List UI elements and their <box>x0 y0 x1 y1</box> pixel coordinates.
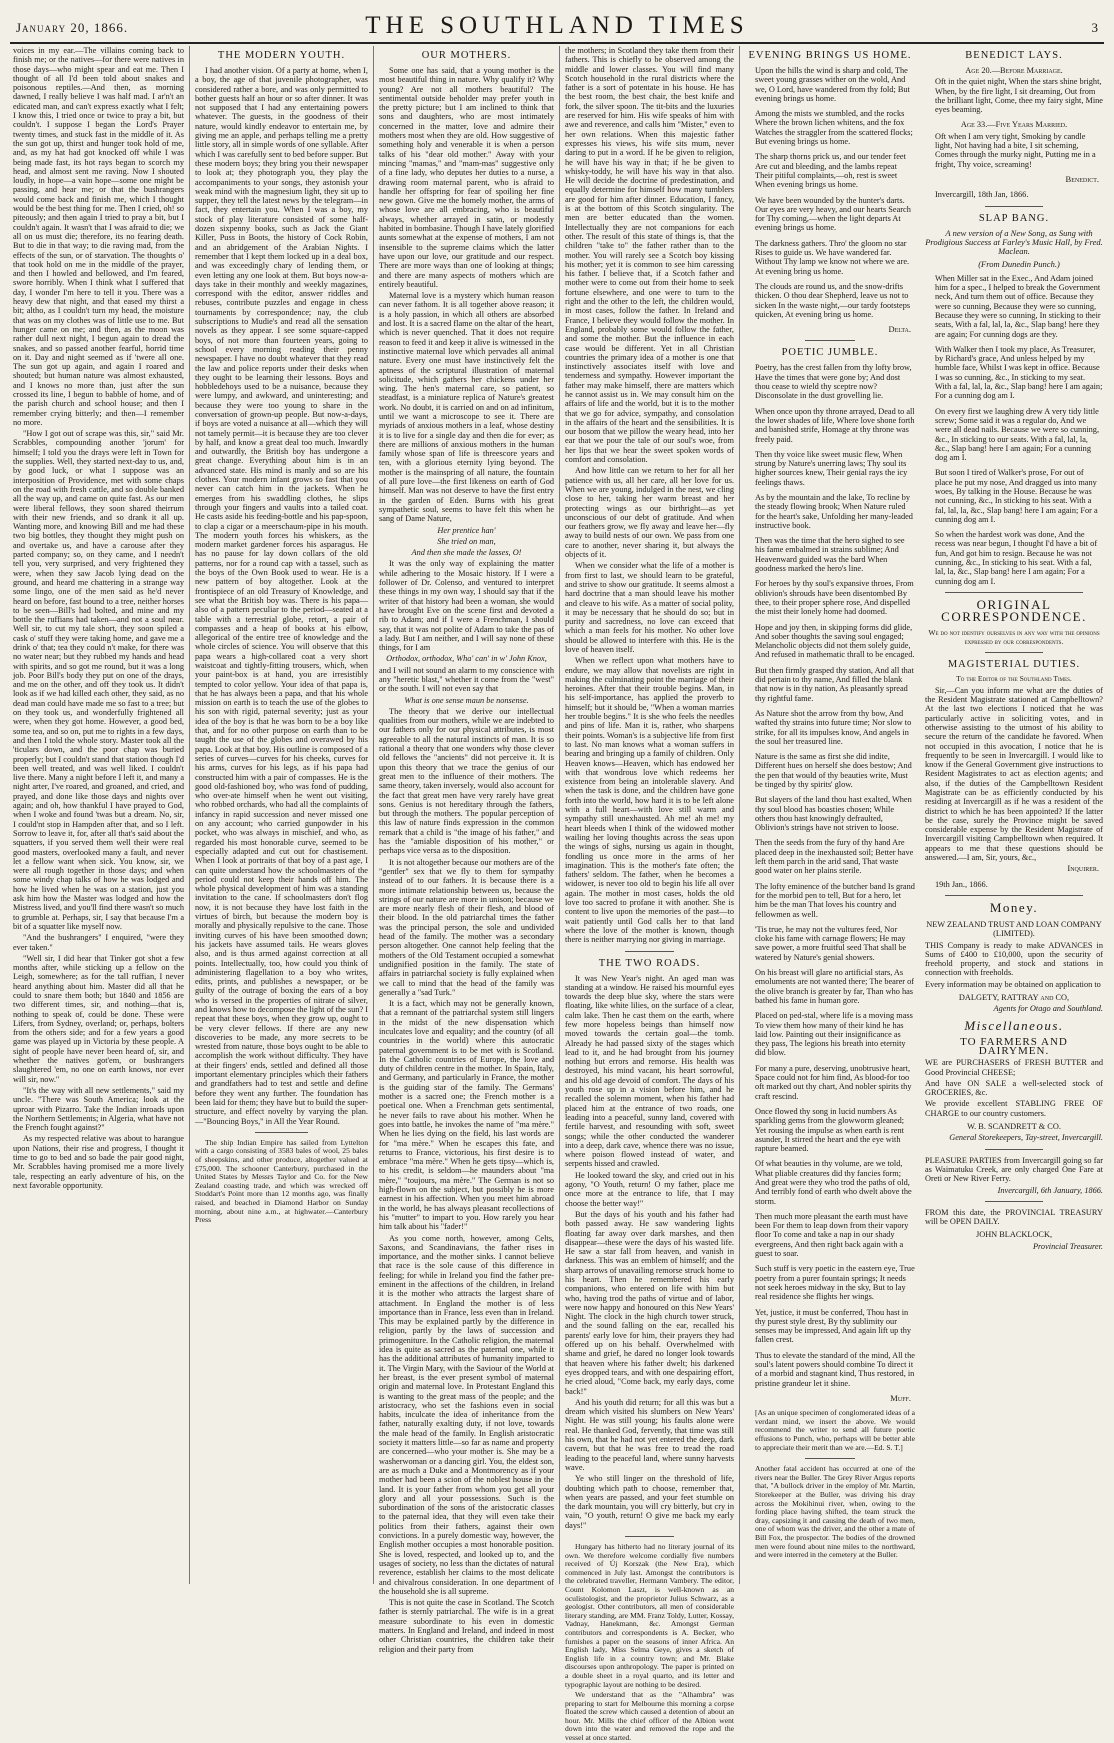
verse-line: She tried on man, <box>437 536 496 546</box>
verse-stanza: Then much more pleasant the earth must have been For them to leap down from their vapory floor To come and take a nap in our shady evergreens, And then right back again with a guest to soar. <box>755 1211 909 1259</box>
verse-stanza: Upon the hills the wind is sharp and cold, The sweet young grasses wither on the wold, And we, O Lord, have wandered from thy fold; But evening brings us home. <box>755 66 910 103</box>
story-paragraph: "It's the way with all new settlements," said my uncle. "There was South America; look at the uproar with Pizarro. Take the Indian inroads upon the Northern Settlements; in Algeria, what have not the French fought against?" <box>13 1085 184 1133</box>
verse-stanza: The sharp thorns prick us, and our tender feet Are cut and bleeding, and the lambs repeat Their pitiful complaints,—oh, rest is sweet When evening brings us home. <box>755 152 906 190</box>
ad-agent-role: Agents for Otago and Southland. <box>993 1004 1103 1014</box>
signature: Delta. <box>888 324 911 335</box>
verse-stanza: The clouds are round us, and the snow-drifts thicken. O thou dear Shepherd, leave us not to sicken In the waste night,—our tardy footsteps quicken, At evening bring us home. <box>755 281 911 319</box>
article-paragraph: Ye who still linger on the threshold of life, doubting which path to choose, remember that, when years are passed, and your feet stumble on the dark mountain, you will cry bitterly, but cry in vain, "O youth, return! O give me back my early days!" <box>565 1474 734 1530</box>
verse-stanza: But soon I tired of Walker's prose, For out of place he put my nose, And dragged us into many woes, By talking in the House. Because he was not cunning, &c., In sticking to his seat. With a fal, lal, la, &c., Slap bang! here I am again; For a cunning dog am I. <box>935 468 1098 524</box>
news-paragraph: We understand that as the "Alhambra" was preparing to start for Melbourne this morning a corpse floated the screw which caused a detention of about an hour. Mr. Mills the chief officer of the Albion went down into the water and removed the rope and the vessel at once started. <box>565 1690 734 1743</box>
column-1 <box>8 46 190 1584</box>
divider <box>985 1149 1043 1150</box>
story-paragraph: "How I got out of scrape was this, sir," said Mr. Scrabbles, compounding another 'jorum' for himself; I told you the drays were left in Town for the supplies. Well, they started next-day to us, and, by good luck, or what I suppose was an interposition of Providence, met with some chaps on the road with fresh cattle, and so double banked all the way up, and came on quite fast. As our men were liberal fellows, they soon shared theirrum with their new friends, and so drank it all up. Wanting more, and knowing Bill and me had these two big bottles, they thought they might push on and overtake us, and have a carouse after they parted company; so, on they came, and I needn't tell you, very surprised, and very frightened they were, when they saw Jacob lying dead on the ground, and heard me chattering in a strange way some lingo, one of the men said as he'd never heard on before, fast bound to a tree, neither horses to be seen—Bill's had bolted, and mine and my bottle the ruffians had taken—and not a soul near. Well sir, to cut my tale short, they soon spiled a cask o' stuff they were taking home, and gave me a drink o' that; tea they could n't make, for there was no water near; but they rubbed my hands and head with spirits, and so got me round, but it was a long job. Poor Bill's body they put on one of the drays, and me on the other, and off they took us. It didn't look as if we had killed each other, they said, as no dead man could have made me so fast to a tree; but on they took us, and wonderfully frightened all were, when they got home. However, a good bed, some tea, and so on, put me to rights in a few days, and then I told the whole story. Master took all the 'ticulars down, and the poor chap was buried properly; but I couldn't stand that station though I'd been well treated, and was well liked. I couldn't live there. Many a night before I left it, and many a night arter, I've roared, and groaned, and cried, and prayed, and done like those days and nights over again; and oh, how thankful I have prayed to God, when I woke and found 'twas but a dream. No, sir, I could'nt stop in Hampden after that, and so I left. Sorrow to leave it, for, after all that's said about the squatters, if you served them well their were real good masters, overlooked many a fault, and never let a fellow want when sick. You know, sir, we were all rough together in those days; and when some windy chap talks of how he was lodged and how he lived when he was on a station, just you ask him how the Master was lodged and how the Mistress lived, and you'll find there wasn't so much to grumble at. Perhaps, sir, I say that because I'm a bit of a squatter like myself now. <box>13 429 184 931</box>
ad-agent: DALGETY, RATTRAY and CO, <box>958 993 1070 1003</box>
article-paragraph: And his youth did return; for all this was but a dream which visited his slumbers on New Years' Night. He was still young; his faults alone were real. He thanked God, fervently, that time was still his own, that he had not yet entered the deep, dark cavern, but that he was free to tread the road leading to the peaceful land, where sunny harvests wave. <box>565 1397 734 1472</box>
column-3 <box>374 46 560 1654</box>
editor-note: [As an unique specimen of conglomerated ideas of a verdant mind, we insert the above. We would recommend the writer to send all future poetic effusions to Punch, who, perhaps will be better able to appreciate their merit than we are.—Ed. S. T.] <box>755 1408 915 1452</box>
article-paragraph: I had another vision. Of a party at home, when I, a boy, the age of that juvenile photographer, was considered rather a bore, and was only permitted to bother guests half an hour or so after dinner. It was not supposed that I had any entertaining powers whatever. The guests, in the goodness of their nature, would kindly endeavor to entertain me, by giving me an apple, and perhaps telling me a pretty little story, all in simple words of one syllable. After which I was carefully sent to bed before supper. But these modern boys; they bring you their newspaper to look at; they photograph you, they play the accompaniments to your songs, they astonish your weak mind with the magnesium light, they sit up to supper, they tell the latest news by the telegram—in fact, they entertain you. When I was a boy, my stock of play literature consisted of some half-dozen sixpenny books, such as Jack the Giant Killer, Puss in Boots, the history of Cock Robin, and an abridgement of the Arabian Nights. I remember that I kept them locked up in a deal box, and was exceedingly chary of lending them, or even letting any one look at them. But boys now-a-days take in their monthly and weekly magazines, correspond with the editor, answer riddles and rebuses, contribute puzzles and engage in chess tournaments by correspondence; nay, the club subscriptions to Mudie's and read all the sensation novels as they appear. I see some square-capped boys, of not more than fourteen years, going to school every morning reading their penny newspaper. I have no doubt whatever that they read the law and police reports under their desks when they ought to be learning their lessons. Boys and hobbledehoys used to be a nuisance, because they were lumpy, and awkward, and uninteresting; and because they were too young to share in the conversation of grown-up people. But now-a-days, if boys are voted a nuisance at all—which they will not tamely permit—it is because they are too clever by half, and know a great deal too much. Inwardly and outwardly, the British boy has undergone a great change. Everything about him is in an advanced state. His mind is manly and so are his clothes. Your modern infant grows so fast that you never can catch him in the jackets. When he emerges from his swaddling clothes, he slips through your fingers and vaults into a tailed coat. He casts aside his feeding-bottle and his pap-spoon, to clap a cigar or a meerschaum-pipe in his mouth. The modern youth forces his whiskers, as the modern market gardener forces his asparagus. He has no pause for lay down collars of the old patterns, nor for a round cap with a tassel, such as the boys of the Own Book used to wear. He is a new pattern of boy altogether. Look at the frontispiece of an old Treasury of Knowledge, and see what the British boy was. There is his papa—also of a pattern peculiar to the period—seated at a table with a terrestrial globe, retort, a pair of compasses and a heap of books at his elbow, allegorical of the entire tree of knowledge and the whole circles of science. You will observe that this papa wears a high-collared coat a very short waistcoat and tightly-fitting trousers, which, when your paint-box is at hand, you are irresistibly tempted to color yellow. Your idea of that papa is, that he has always been a papa, and that his whole mission on earth is to teach the use of the globes to his son with rigid, paternal severity; just as your idea of the boy is that he was born to be a boy like that, and for no other purpose on earth than to be taught the use of the globes and overawed by his papa. Look at that boy. His outline is composed of a series of curves—curves for his cheeks, curves for his arms, curves for his legs, as if his papa had constructed him with a pair of compasses. He is the good old-fashioned boy, who was fond of pudding, who over-ate himself when he went out visiting, who robbed orchards, who had all the complaints of infancy in rapid succession and never missed one on any account; who carried gunpowder in his pocket, who was always in mischief, and who, as regarded his most honorable curve, seemed to be especially adapted and cut out for chastisement. When I look at portraits of that boy of a past age, I can quite understand how the schoolmasters of the period could not keep their hands off him. The whole physical development of him was a standing invitation to the cane. If schoolmasters don't flog now, it is not because they have lost faith in the virtues of birch, but because the modern boy is morally and physically repulsive to the cane. Those inviting curves of his have been smoothed down; his jackets have assumed tails. He wears gloves also, and is thus armed against correction at all points. Intellectually, too, how could you think of administering flagellation to a boy who writes, edits, prints, and publishes a newspaper, or be guilty of the outrage of boxing the ears of a boy who is versed in the properties of nitrate of silver, and knows how to decompose the light of the sun? I repeat that these boys, when they grow up, ought to be very clever fellows. If there are any new discoveries to be made, any more secrets to be wrested from nature, those boys ought to be able to accomplish the work without difficulty. They have at their fingers' ends, settled and defined all those important elementary principles which their fathers and grandfathers had to test and settle and define before they went any further. The foundation has been laid for them; they have but to build the super-structure, and effect novelty by varying the plan.—"Bouncing Boys," in All the Year Round. <box>195 66 368 1126</box>
verse-stanza: So when the hardest work was done, And the recess was near begun, I thought I'd have a bit of fun, And got him to resign. Because he was not cunning, &c., In sticking to his seat. With a fal, lal, la, &c., Slap bang! here I am again; For a cunning dog am I. <box>935 530 1098 586</box>
ad-signature: W. B. SCANDRETT & CO. <box>967 1122 1061 1132</box>
article-paragraph: It is not altogether because our mothers are of the "gentler" sex that we fly to them for sympathy instead of to our fathers. It is because there is a more intimate relationship between us, because the strings of our nature are more in unison; because we are more nearly flesh of their flesh, and blood of their blood. In the old patriarchal times the father was the principal person, the sole and undivided head of the family. The mother was a secondary person altogether. One cannot help feeling that the mothers of the Old Testament occupied a somewhat undignified position in the family. The state of affairs in patriarchal society is fully explained when we call to mind that the head of the family was generally a "sad Turk." <box>379 857 554 997</box>
verse-stanza: Such stuff is very poetic in the eastern eye, True poetry from a purer fountain springs; It needs not seek heroes midway in the sky, But to lay real residence she flights her wings. <box>755 1264 915 1302</box>
article-paragraph: But the days of his youth and his father had both passed away. He saw wandering lights floating far away over dark marshes, and then disappear—these were the days of his wasted life. He saw a star fall from heaven, and vanish in darkness. This was an emblem of himself; and the sharp arrows of unavailing remorse struck home to his heart. Then he remembered his early companions, who entered on life with him but who, having trod the paths of virtue and of labor, were now happy and honoured on this New Years' Night. The clock in the high church tower struck, and the sound falling on the ear, recalled his parents' early love for him, their prayers they had offered up on his behalf. Overwhelmed with shame and grief, he dared no longer look towards that heaven where his father dwelt; his darkened eyes dropped tears, and with one despairing effort, he cried aloud, "Come back, my early days, come back!" <box>565 1209 734 1396</box>
verse-stanza: On his breast will glare no artificial stars, As emoluments are not wanted there; The bearer of the olive branch is greater by far, Than who has bathed his fame in human gore. <box>755 968 915 1005</box>
shipping-news: The ship Indian Empire has sailed from Lyttelton with a cargo consisting of 3583 bales of wool, 25 bales of sheepskins, and other produce, altogether valued at £75,000. The schooner Canterbury, purchased in the United States by Messrs Taylor and Co. for the New Zealand coasting trade, and which was wrecked off Stoddart's Point more than 12 months ago, was finally raised, and beached in Diamond Harbor on Sunday morning, about nine a.m., at highwater.—Canterbury Press <box>195 1137 368 1225</box>
section-heading: ORIGINAL CORRESPONDENCE. <box>941 596 1087 624</box>
signature: Benedict. <box>1065 173 1099 184</box>
verse-stanza: As Nature shot the arrow from thy bow, And wafted thy strains into future time; Nor slow to strike, for all its impulses know, And angels in the soul her treasured line. <box>755 708 912 746</box>
divider <box>255 1132 308 1133</box>
divider <box>985 206 1043 207</box>
verse-stanza: For many a pure, deserving, unobtrusive heart, Space could not for him find, As blood-for too oft marked out thy chart, And nobler spirits thy craft rescind. <box>755 1063 912 1101</box>
article-heading: THE TWO ROADS. <box>598 957 701 969</box>
ad-heading: TO FARMERS AND DAIRYMEN. <box>960 1035 1068 1057</box>
ad-signature-role: Provincial Treasurer. <box>1032 1241 1103 1251</box>
masthead <box>10 8 1104 44</box>
article-paragraph: Some one has said, that a young mother is the most beautiful thing in nature. Why qualify it? Why young? Are not all mothers beautiful? The sentimental outside beholder may prefer youth in the pretty picture; but I am inclined to think that sons and daughters, who are most intimately concerned in the matter, love and admire their mothers most when they are old. How suggestive of something holy and venerable it is when a person talks of his "dear old mother." Away with your mincing "mamas," and "mam-mas" suggestive only of a fine lady, who deputes her duties to a nurse, a drawing room maternal parent, who is afraid to handle her offspring for fear of spoiling her fine new gown. Give me the homely mother, the arms of whose love are all embracing, who is beautiful always, whether arrayed in satin, or modestly habited in bombasine. Though I have lately glorified aunts somewhat at the expense of mothers, I am not insensible to the supreme claims which the latter have upon our love, our gratitude and our respect. There are more ways than one of looking at things; and there are many aspects of mothers which are entirely beautiful. <box>379 66 554 289</box>
article-paragraph: the mothers; in Scotland they take them from their fathers. This is chiefly to be observed among the middle and lower classes. You will find many Scotch household in the rural districts where the father is a sort of potentate in his house. He has the best room, the best chair, the best knife and fork, the silver spoon. The tit-bits and the luxuries are reserved for him. His wife speaks of him with awe and reverence, and calls him "Mister," even to her own relations. When this majestic father expresses his views, his wife sits mum, never daring to put in a word. If he be given to religion, he will have his way in that; if he be given to whisky-toddy, he will have his way in that also. He will decide the doctrine of predestination, and equally determine for himself how many tumblers are good for him after dinner. Education, I fancy, is at the bottom of this Scotch singularity. The men are better educated than the women. Intellectually they are not companions for each other. The result of this state of things is, that the children "take to" the father rather than to the mother. You will rarely see a Scotch boy kissing his mother; yet it is common to see him caressing his father. I believe that, if a Scotch father and mother were to come out from their home to seek fortune elsewhere, and one were to turn to the right and the other to the left, the children would, in most cases, follow the father. In Ireland and France, I believe they would follow the mother. In England, probably some would follow the father, and some the mother. But the influence in each case would be different. Yet in all Christian countries the primary idea of a mother is one that instinctively associates itself with love and tenderness and sympathy. However important the father may make himself, there are matters which he cannot assist us in. We may consult him on the affairs of life and the world, but it is to the mother that we go for advice, sympathy, and consolation in the affairs of the heart and the sensibilities. It is our bosom that we pillow the weary head, into her ear that we pour the tale of our soul's woe, from her lips that we hear the sweet spoken words of comfort and consolation. <box>565 46 734 465</box>
verse-stanza: We have been wounded by the hunter's darts. Our eyes are very heavy, and our hearts Search for Thy coming,—when the light departs At evening brings us home. <box>755 195 911 233</box>
article-paragraph: It was New Year's night. An aged man was standing at a window. He raised his mournful eyes towards the deep blue sky, where the stars were floating, like white lilies, on the surface of a clear, calm lake. Then he cast them on the earth, where few more hopeless beings than himself now moved towards the certain goal—the tomb. Already he had passed sixty of the stages which lead to it, and he had brought from his journey nothing but errors and remorse. His health was destroyed, his mind vacant, his heart sorrowful, and his old age devoid of comfort. The days of his youth rose up in a vision before him, and he recalled the solemn moment, when his father had placed him at the entrance of two roads, one leading into a peaceful, sunny land, covered with fertile harvest, and resounding with soft, sweet songs; while the other conducted the wanderer into a deep, dark cave, whence there was no issue, where poison flowed instead of water, and serpents hissed and crawled. <box>565 973 734 1169</box>
article-heading: BENEDICT LAYS. <box>965 50 1063 61</box>
article-paragraph: It is a fact, which may not be generally known, that a remnant of the patriarchal system still lingers in the midst of the new dispensation which inculcates love and equality; and the country (of all countries in the world) where this autocratic paternal government is to be met with is Scotland. In the Catholic countries of Europe, the love and duty of children centre in the mother. In Spain, Italy, and Germany, and particularly in France, the mother is the guiding star of the family. The Germans' mother is a sacred one; the French mother is a poetical one. When a Frenchman gets sentimental, he never fails to rave about his mother. When he goes into battle, he invokes the name of "ma mère." When he lies dying on the field, his last words are for "ma mère." When he escapes this fate, and returns to France, victorious, his first desire is to embrace "ma mère." When he gets tipsy—which is, to his credit, is seldom—he maunders about "ma mère," "toujours, ma mère." The German is not so high-flown on the subject, but possibly he is more earnest in his affection. When you meet him abroad in the world, he has always pleasant recollections of his "mutter" to impart to you. How rarely you hear him talk about his "fader!" <box>379 999 554 1232</box>
verse-stanza: With Walker then I took my place, As Treasurer, by Richard's grace, And unless helped by my humble face, Whilst I was kept in office. Because I was so cunning, &c., In sticking to my seat. With a fal, lal, la, &c., Slap bang! here I am again; For a cunning dog am I. <box>935 344 1103 401</box>
article-paragraph: As you come north, however, among Celts, Saxons, and Scandinavians, the father rises in importance, and the mother sinks. I cannot believe that race is the sole cause of this difference in feeling; for while in Ireland you find the father pre-eminent in the affections of the children, in Ireland it is the mother who attracts the largest share of attachment. In England the mother is of less importance than in France, less even than in Ireland. This may be explained partly by the difference in religion, partly by the laws of succession and primogeniture. In the Catholic religion, the maternal idea is quite as sacred as the paternal one, while it has the additional attributes of humanity imparted to it. The Virgin Mary, with the Saviour of the World at her breast, is the ever present symbol of maternal origin and maternal love. In Protestant England this is wanting to the great mass of the people; and the aristocracy, who set the fashions even in social habits, inculcate the idea of inheritance from the father, naturally exalting duty, if not love, towards the male head of the family. In English aristocratic society it matters little—so far as name and property are concerned—who your mother is. She may be a washerwoman or a dancing girl. You, the eldest son, are as much a Duke and a Montmorency as if your mother had been a scion of the noblest house in the land. It is your father from whom you get all your glory and all your possessions. Such is the subordination of the sons of the aristocratic classes to the paternal idea, that they will even take their politics from their fathers, against their own convictions. In a purely domestic way, however, the English mother occupies a most honorable position. She is loved, respected, and looked up to, and the usages of society, no less than the dictates of natural reverence, establish her claims to the most delicate and chivalrous consideration. In one department of the household she is all supreme. <box>379 1233 554 1596</box>
verse-stanza: Oft in the quiet night, When the stars shine bright, When, by the fire light, I sit dreaming, Out from the brilliant light, Come, thee my fairy sight, Mine eyes beaming. <box>935 77 1103 115</box>
verse-stanza: Then thy voice like sweet music flew, When strung by Nature's unerring laws; Thy soul its higher sources knew, Their genial rays the icy feelings thaws. <box>755 449 908 487</box>
divider <box>945 895 1083 896</box>
dateline: Invercargill, 18th Jan, 1866. <box>935 190 1029 200</box>
article-paragraph: The theory that we derive our intellectual qualities from our mothers, while we are indebted to our fathers only for our physical attributes, is most agreeable to all the natural instincts of man. It is so rational a theory that one wonders why those clever old fellows the "ancients" did not perceive it. It is upon this theory that we trace the genius of our great men to the influence of their mothers. The same theory, taken inversely, would also account for the fact that great men have very rarely have great sons. Genius is not hereditary through the fathers, but through the mothers. The popular perception of this law of nature finds expression in the common remark that a child is "the image of his father," and has the "amiable disposition of his mother," or perhaps vice versa as to the disposition. <box>379 706 554 856</box>
letter-address: To the Editor of the Southland Times. <box>956 674 1072 684</box>
verse-stanza: Once flowed thy song in lucid numbers As sparkling gems from the glowworm gleaned; Yet rousing the impulse as when earth is rent asunder, It stirred the heart and the eye with rapture beamed. <box>755 1106 905 1154</box>
divider <box>805 340 855 341</box>
ad-text: PLEASURE PARTIES from Invercargill going so far as Waimatuku Creek, are only charged One Fare at Oreti or New River Ferry. <box>925 1155 1103 1184</box>
divider <box>625 951 674 952</box>
article-paragraph: It was the only way of explaining the matter while adhering to the Mosaic history. If I were a follower of Dr. Colenso, and ventured to interpret these things in my own way, I should say that if the writer of that history had been a woman, she would have brought Eve on the scene first and devoted a rib to Adam; and if I were a Frenchman, I should say, that it was not polite of Adam to take the pas of a lady. But I am neither, and I will say none of these things, for I am <box>379 559 554 653</box>
song-source: (From Dunedin Punch.) <box>978 259 1060 270</box>
poem-heading: EVENING BRINGS US HOME. <box>748 50 912 61</box>
poem-heading: POETIC JUMBLE. <box>781 347 879 359</box>
article-paragraph: When we consider what the life of a mother is from first to last, we should learn to be grateful, and strive to show our gratitude. It seems almost a hard doctrine that a man should leave his mother and cleave to his wife. As a matter of social polity, it may be necessary that he should do so; but in purity and sacredness, no love can exceed that which a man feels for his mother. No other love should be allowed to interfere with this. He is the love of heaven itself. <box>565 561 734 654</box>
signature: Muff. <box>890 1392 911 1403</box>
article-paragraph: And how little can we return to her for all her patience with us, all her care, all her love for us. When we are young, indulged in the nest, we cling close to her, taking her warm breast and her protecting wings as our birthright—as yet unconscious of our debt of gratitude. And when our feathers grow, we fly away and leave her—fly away to build nests of our own. We pass from one care to another, never sharing it, but always the objects of it. <box>565 466 734 560</box>
verse-stanza: Oft when I am very tight, Smoking by candle light, Not having had a bite, I sit scheming, Comes through the murky night, Putting me in a fright, Thy voice, screaming! <box>935 131 1096 169</box>
ad-text: Every information may be obtained on application to <box>925 979 1101 989</box>
news-paragraph: Hungary has hitherto had no literary journal of its own. We therefore welcome cordially five numbers received of Új Korszak (the New Era), which commenced in July last. Amongst the contributors is the celebrated traveller, Hermann Vambery. The editor, Count Kolomon Laszt, is well-known as an oculistologist, and the proprietor Julius Schwarz, as a geologist. Other contributors, all men of considerable literary standing, are MM. Franz Toldy, Lutter, Kossay, Vadnay, Hanekmann, &c. Amongst German contributors and correspondents is A. Becker, who furnishes a paper on the seasons of inner Africa. An English lady, Miss Selma Geye, gives a sketch of English life in a country town; and Mr. Blake discourses upon anthropology. The paper is printed on a double sheet in a royal quarto, and its letter and typographic layout are nothing to be desired. <box>565 1542 734 1689</box>
verse-stanza: Of what beauties in thy volume, are we told, What pliable creatures did thy fancies form; And great were they who trod the paths of old, And terribly fond of earth who dwelt above the storm. <box>755 1159 912 1206</box>
verse-stanza: Placed on ped-stal, where life is a moving mass To view them how many of their kind he has laid low. Painting out their insignificance as they pass, The legions his breath into eternity did blow. <box>755 1011 913 1058</box>
verse-stanza: But slayers of the land thou hast exalted, When thy soul blood has boasties chosen; While others thou hast knowingly defraulted, Oblivion's strings have not striven to loose. <box>755 795 912 833</box>
ad-text: FROM this date, the PROVINCIAL TREASURY will be OPEN DAILY. <box>925 1207 1103 1227</box>
signature: Inquirer. <box>1067 863 1099 874</box>
article-paragraph: This is not quite the case in Scotland. The Scotch father is sternly patriarchal. The wife is in a great measure subordinate to his even in domestic matters. In England and Ireland, and indeed in most other Christian countries, the children take their religion and their party from <box>379 1598 554 1654</box>
section-heading: Money. <box>989 899 1039 915</box>
ad-text: We provide excellent STABLING FREE OF CHARGE to our country customers. <box>925 1099 1103 1118</box>
article-paragraph: He looked toward the sky, and cried out in his agony, "O Youth, return! O my father, place me once more at the entrance to life, that I may choose the better way!" <box>565 1170 734 1208</box>
article-paragraph: Maternal love is a mystery which human reason can never fathom. It is all together above reason; it is a holy passion, in which all others are absorbed and lost. It is a sacred flame on the altar of the heart, which is never quenched. That it does not require reason to feed it and keep it alive is witnessed in the instinctive maternal love which pervades all animal nature. Every one must have instinctively felt the aptness of the scriptural illustration of maternal solicitude, which gathers her chickens under her wing. The hen's maternal care, so patient, so steadfast, is a miniature replica of Nature's greatest work. No doubt, it is carried on and on ad infinitum, until we want a microscope to see it. There are myriads of anxious mothers in a leaf, whose destiny it is to live for a single day and then die for ever; as there are millions of anxious mothers in the human family whose span of life is threescore years and ten, with a glorious eternity lying beyond. The mother is the mainspring of all nature, the fountain of all pure love—the first likeness on earth of God himself. Man was not deserve to have the first entry in the garden of Eden. Burns with his great sympathetic soul, seems to have felt this when he sang of Dame Nature, <box>379 291 554 524</box>
letter-body: Sir,—Can you inform me what are the duties of the Resident Magistrate stationed at Campbelltown? At the last two elections I noticed that he was particularly active in soliciting votes, and in otherwise assisting to the utmost of his ability to secure the return of the candidate he favored. When not occupied in this avocation, I notice that he is frequently to be seen in Invercargill. I would like to know if the General Government give instructions to Resident Magistrates to act as election agents; and also, if the duties of the Campbelltown Resident Magistrate can be as efficiently conducted by his residing at Invercargill as if he was a resident of the district to which he has been appointed? If the latter be the case, surely the Province might be saved considerable expense by the Resident Magistrate of Invercargill visiting Campbelltown when required. It appears to me that these questions should be answered.—I am, Sir, yours, &c., <box>925 685 1103 863</box>
article-heading: THE MODERN YOUTH. <box>217 50 346 61</box>
verse-stanza: Nature is the same as first she did indite, Different hues on herself she does bestow; And the pen that would of thy beauties write, Must be tinged by thy spirits' glow. <box>755 752 912 789</box>
verse-stanza: Then the seeds from the fury of thy hand Are placed deep in the inexhausted soil; Better have left them parch in the arid sand, That waste good water on her plains sterile. <box>755 838 914 876</box>
ad-text: And have ON SALE a well-selected stock of GROCERIES, &c. <box>925 1078 1103 1098</box>
verse-stanza: The darkness gathers. Thro' the gloom no star Rises to guide us. We have wandered far. Without Thy lamp we know not where we are. At evening bring us home. <box>755 238 910 276</box>
column-6 <box>920 46 1108 1584</box>
page-number: 3 <box>1091 20 1098 35</box>
song-subtitle: A new version of a New Song, as Sung with Prodigious Success at Farley's Music Hall, by Fred. Maclean. <box>925 227 1103 257</box>
verse-line: What is one sense maun be nonsense. <box>404 695 529 705</box>
verse-stanza: On every first we laughing drew A very tidy little screw; Some said it was a regular do, And we were all dead nails. Because we were so cunning, &c., In sticking to our seats. With a fal, lal, la, &c., Slap bang! here I am again; For a cunning dog am I. <box>935 406 1100 463</box>
verse-stanza: When once upon thy throne arrayed, Dead to all the lower shades of life, Where love shone forth and banished strife, Homage at thy throne was freely paid. <box>755 406 915 444</box>
dateline: 19th Jan., 1866. <box>935 879 988 889</box>
divider <box>945 592 1083 593</box>
disclaimer: We do not identify ourselves in any way with the opinions expressed by our correspondents. <box>928 627 1100 646</box>
news-paragraph: Another fatal accident has occurred at one of the rivers near the Buller. The Grey River Argus reports that, "A bullock driver in the employ of Mr. Martin, Storekeeper at the Buller, was driving his dray across the Mokihinui river, when, owing to the fording place having shifted, the team struck the dray, capsizing it and causing the death of two men, one of whom was the driver, and the other a mate of Bill Fox, the prospector. The bodies of the drowned men were found about nine miles to the northward, and were interred in the cemetery at the Buller. <box>755 1464 915 1560</box>
newspaper-title: THE SOUTHLAND TIMES <box>365 12 749 39</box>
article-heading: SLAP BANG. <box>978 212 1050 224</box>
story-paragraph: "Well sir, I did hear that Tinker got shot a few months after, while sticking up a fellow on the Leigh, somewhere; as for the tall ruffian, I never heard anything about him. Master did all that he could to snare them both; but 1840 and 1856 are two different times, sir, and nothing—that is, nothing to speak of, could be done. These were Lifers, from Sydney, overland; or, perhaps, bolters from the others side; and for a few years a good game was played up in Victoria by these people. A sight of people have never been heard of, sir, and whether the natives got'em, or bushrangers slaughtered 'em, no one on earth knows, nor ever will sir, now." <box>13 953 184 1084</box>
article-heading: OUR MOTHERS. <box>421 50 512 61</box>
divider <box>805 1458 855 1459</box>
divider <box>625 1536 674 1537</box>
story-paragraph: voices in my ear.—The villains coming back to finish me; or the natives—for there were natives in those days—who might spear and eat me. Then I thought of all I'd been told about snakes and poisonous reptiles.—And then, as morning dawned, I really believe I was half mad. I ar'n't an edicated man, and can't express exactly what I felt; I know this, I tried once or twice to pray a bit, but couldn't. I suppose I began the Lord's Prayer twenty times, and stuck fast in the middle of it. As the sun got up, thirst and hunger took hold of me, and, as my hat had got knocked off while I was being made fast, its hot rays began to scorch my head, and almost sent me raving. Now I shouted loudly, in hope—a vain hope—some one might be passing, and hear me; or that the bushrangers would come back and finish me, which I thought would be the best thing for me. Then I cried, oh! so piteously; and then again I tried to pray a bit, but I couldn't again. It wasn't that I was afraid to die; we all on us must die; therefore, its no fearing death. But to die in that way; to die raving mad, from the effects of the sun, or of starvation. The thoughts o' that took hold on me in the middle of the prayer, and then I howled and bellowed, and I'm feared, swore horribly. When I think what I suffered that day, I wonder I'm here to tell it you. There was a heavy dew that night, and that eased my thirst a bit; altho, as I couldn't turn my head, the moisture that was on my clothes was of little use to me. But hunger came on me; and then, as the moon was rather dull next night, I begun again to dread the snakes, and so passed another fearful, horrid time on it. Day and night seemed as if 'twere all one. The sun got up again, and again I roared and shouted; but human nature was almost exhausted, and I knows no more than, just after the sun crossed its line, I begun to babble of home, and of the parish church and school house; and then I remember crying bitterly; and then—I remember no more. <box>13 46 184 427</box>
issue-date: January 20, 1866. <box>16 20 129 35</box>
article-paragraph: When we reflect upon what mothers have to endure, we may allow that novelists are right in making the culminating point the marriage of their heroines. After that their trouble begins. Man, in his self-importance, has applied the proverb to himself; but it should be, "When a woman marries her trouble begins." It is she who feels the needles and pins of life. Man it is, rather, who sharpens their points. Woman's is a subjective life from first to last. No man knows what a woman suffers in bearing and bringing up a family of children. Only Heaven knows—Heaven, which has endowed her with that wondrous love which redeems her existence from being an intolerable slavery. And when the task is done, and the children have gone forth into the world, how hard it is to be left alone with a full heart—with love still warm and sympathy still unexhausted. Ah me! ah me! my heart bleeds when I think of the widowed mother wailing her loving thoughts across the seas upon the wings of sighs, nursing us again in thought, fondling us once more in the arms of her imagination. This is the mother's fate often; the fathers' seldom. The father, when he becomes a widower, is never too old to begin his life all over again. The mother in most cases, holds the old love too sacred to profane it with another. She is content to live upon the memories of the past—to wait patiently until God calls her to that land where the love of the mother is known, though there is neither marrying nor giving in marriage. <box>565 656 734 945</box>
verse-stanza: Then was the time that the hero sighed to see his fame embalmed in strains sublime; And Heavenward guided was the bard When goodness marked the hero's line. <box>755 536 905 574</box>
verse-stanza: When Miller sat in the Exec., And Adam joined him for a spec., I helped to break the Government neck, And turn them out of office. Because they were so cunning, Because they were so cunning, Because they were so cunning, In sticking to their seats, With a fal, lal, la, &c., Slap bang! here they are again; For cunning dogs are they. <box>935 273 1101 339</box>
verse-line: Orthodox, orthodox, Wha' can' in w' John Knox, <box>386 654 547 664</box>
verse-stanza: As by the mountain and the lake, To recline by the steady flowing brook; When Nature ruled for the heart's sake, Unfolding her many-leaded instructive book. <box>755 492 913 530</box>
dateline: Invercargill, 6th January, 1866. <box>997 1185 1103 1195</box>
verse-stanza: Poetry, has the crest fallen from thy lofty brow, Have the times that were gone by; And dost thou cease to wield thy sceptre now? Disconsolate in the dust grovelling lie. <box>755 363 912 401</box>
verse-stanza: Among the mists we stumbled, and the rocks Where the brown lichen whitens, and the fox Watches the straggler from the scattered flocks; But evening brings us home. <box>755 109 913 147</box>
article-paragraph: and I will not sound an alarm to my conscience with any "heretic blast," whether it come from the "west" or the south. I will not even say that <box>379 665 554 694</box>
verse-stanza: Yet, justice, it must be conferred, Thou hast in thy purest style drest, By thy sublimity our senses may be impressed, And again lift up thy fallen crest. <box>755 1307 911 1345</box>
article-heading: MAGISTERIAL DUTIES. <box>947 659 1081 671</box>
ad-text: THIS Company is ready to make ADVANCES in Sums of £400 to £10,000, upon the security of freehold property, and stock and stations in connection with freeholds. <box>925 940 1103 978</box>
verse-stanza: For heroes by thy soul's expansive throes, From oblivion's shrouds have been disentombed By thee, to their proper sphere rose, And dispelled the mist their lonely home had doomed. <box>755 579 914 617</box>
verse-subheading: Age 33.—Five Years Married. <box>960 120 1068 130</box>
verse-stanza: Thus to elevate the standard of the mind, All the soul's latent powers should combine To direct it of a morbid and stagnant kind, Thus restored, in pristine grandeur let it shine. <box>755 1350 915 1388</box>
verse-stanza: The lofty eminence of the butcher band Is grand for the morbid pen to tell, But for a hero, let him be the man That loves his country and fellowmen as well. <box>755 881 915 919</box>
verse-line: And then she made the lasses, O! <box>411 548 522 558</box>
verse-stanza: Hope and joy then, in skipping forms did glide, And sober thoughts the saving soul engaged; Melancholic objects did not them solely guide, And refused in mathematic thrall to be encaged. <box>755 622 915 660</box>
ad-text: WE are PURCHASERS of FRESH BUTTER and Good Provincial CHEESE; <box>925 1058 1103 1077</box>
verse-stanza: But then firmly grasped thy station, And all that did pertain to thy name, And filled the blank that now is in thy nation, As pleasantly spread thy rightful fame. <box>755 665 914 703</box>
ad-heading: NEW ZEALAND TRUST AND LOAN COMPANY (LIMITED). <box>926 919 1102 939</box>
ad-address: General Storekeepers, Tay-street, Invercargill. <box>949 1133 1103 1143</box>
divider <box>985 1201 1043 1202</box>
verse-stanza: 'Tis true, he may not the vultures feed, Nor cloke his fame with carnage flowers; He may save power, a more fruitful seed That shall be watered by Nature's genial showers. <box>755 924 907 962</box>
column-5-poetry-rendered <box>740 46 920 1584</box>
divider <box>985 652 1043 653</box>
ad-signature: JOHN BLACKLOCK, <box>975 1230 1053 1240</box>
column-4 <box>560 46 740 1743</box>
verse-line: Her prentice han' <box>437 525 496 535</box>
section-heading: Miscellaneous. <box>964 1017 1064 1033</box>
verse-subheading: Age 20.—Before Marriage. <box>965 66 1063 75</box>
column-2 <box>190 46 374 1584</box>
story-paragraph: "And the bushrangers" I enquired, "were they ever taken." <box>13 933 184 952</box>
story-paragraph: As my respected relative was about to harangue upon Nations, their rise and progress, I thought it time to go to bed and so bade the pair good night, Mr. Scrabbles having promised me a more lively tale, respecting an early adventure of his, on the next favorable opportunity. <box>13 1134 184 1190</box>
